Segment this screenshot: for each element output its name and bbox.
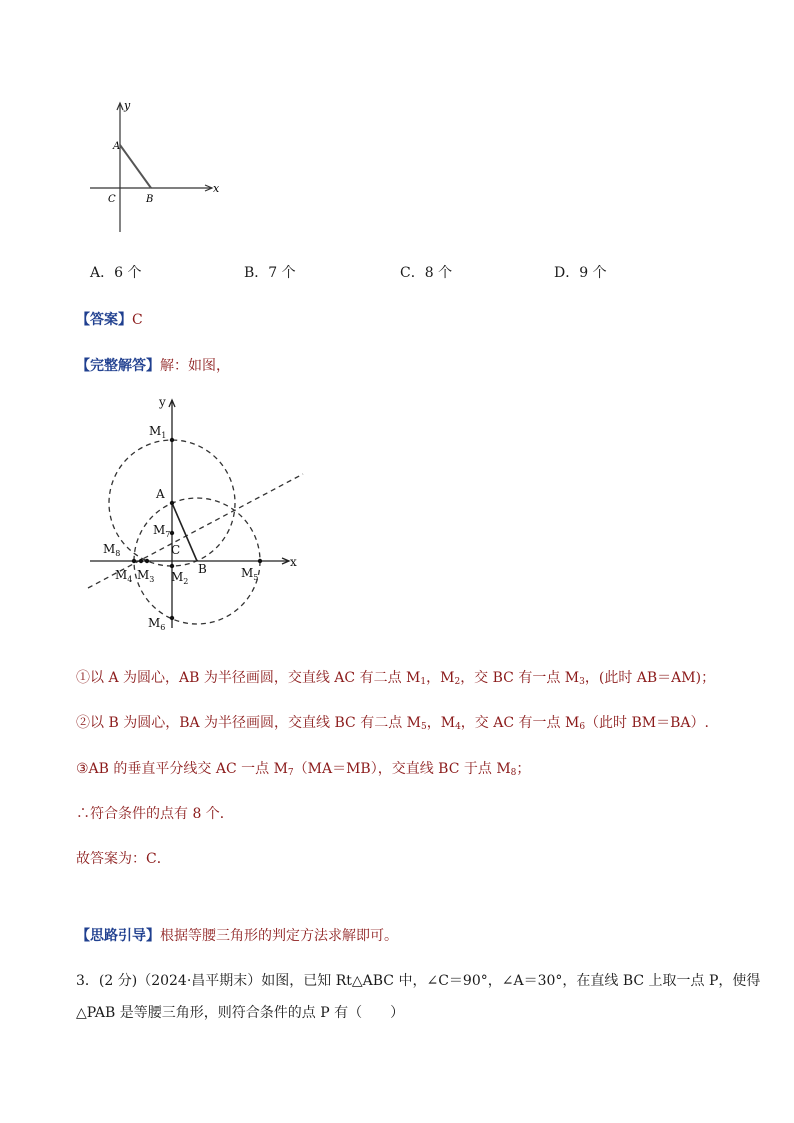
step-3-text-a: ③AB 的垂直平分线交 AC 一点 M xyxy=(76,761,288,777)
step-2-text-d: （此时 BM＝BA）. xyxy=(585,715,709,731)
label-c: C xyxy=(108,194,116,205)
step-2-text-b: ，M xyxy=(426,715,456,731)
step-2-sub-b: 4 xyxy=(455,722,461,732)
label2-m8: M xyxy=(103,542,116,556)
step-1-sub-c: 3 xyxy=(579,677,585,687)
option-b: B．7 个 xyxy=(244,265,296,281)
hint-line xyxy=(76,925,398,945)
svg-text:M7 xyxy=(153,523,170,539)
question-3-line-1: 3．(2 分)（2024·昌平期末）如图，已知 Rt△ABC 中，∠C＝90°，∠A＝30°，在直线 BC 上取一点 P，使得 xyxy=(76,973,761,989)
label2-m1-sub: 1 xyxy=(161,431,167,440)
step-1 xyxy=(76,667,715,687)
step-2-text-c: ，交 AC 有一点 M xyxy=(460,715,580,731)
step-3-text-b: （MA＝MB），交直线 BC 于点 M xyxy=(293,761,511,777)
step-1-sub-b: 2 xyxy=(454,677,461,687)
conclusion: ∴符合条件的点有 8 个． xyxy=(76,806,234,822)
label2-m4-sub: 4 xyxy=(127,575,133,584)
solution-figure xyxy=(85,390,310,640)
label2-c: C xyxy=(171,543,181,557)
label-y: y xyxy=(124,99,131,112)
option-c: C．8 个 xyxy=(400,265,453,281)
label2-m6: M xyxy=(148,616,161,630)
svg-text:M1 xyxy=(149,424,166,440)
label2-m6-sub: 6 xyxy=(160,623,166,632)
step-3-sub-b: 8 xyxy=(510,768,517,778)
point-m8 xyxy=(145,559,149,563)
svg-text:M5 xyxy=(241,566,258,582)
label-a: A xyxy=(113,141,121,152)
point-m6 xyxy=(170,616,174,620)
hint-text: 根据等腰三角形的判定方法求解即可。 xyxy=(160,928,398,944)
point-m3 xyxy=(139,559,143,563)
label2-x: x xyxy=(290,555,297,569)
label2-a: A xyxy=(156,487,165,501)
label2-m1: M xyxy=(149,424,162,438)
answer-line xyxy=(76,309,143,329)
label2-m2-sub: 2 xyxy=(183,577,189,586)
point-m5 xyxy=(258,559,262,563)
label2-y: y xyxy=(159,395,166,409)
label2-m4: M xyxy=(115,568,128,582)
step-3-text-c: ； xyxy=(516,761,531,777)
label2-m7-sub: 7 xyxy=(165,530,171,539)
label2-m2: M xyxy=(171,570,184,584)
step-1-text-a: ①以 A 为圆心，AB 为半径画圆，交直线 AC 有二点 M xyxy=(76,670,421,686)
svg-text:M8 xyxy=(103,542,120,558)
label2-m7: M xyxy=(153,523,166,537)
label2-m5-sub: 5 xyxy=(253,573,259,582)
point-m1 xyxy=(170,438,174,442)
label-b: B xyxy=(146,194,154,205)
segment-ab xyxy=(120,145,151,188)
question-3-line-2: △PAB 是等腰三角形，则符合条件的点 P 有（ ） xyxy=(76,1005,405,1021)
svg-text:M6 xyxy=(148,616,165,632)
label2-m3: M xyxy=(137,568,150,582)
label-x: x xyxy=(213,182,220,195)
step-1-text-d: ，(此时 AB＝AM)； xyxy=(584,670,716,686)
label2-m5: M xyxy=(241,566,254,580)
final-answer: 故答案为：C． xyxy=(76,851,171,867)
svg-text:M2 xyxy=(171,570,188,586)
answer-tag: 【答案】 xyxy=(76,312,132,328)
solution-intro: 解：如图， xyxy=(160,358,230,374)
solution-tag: 【完整解答】 xyxy=(76,358,160,374)
step-2-text-a: ②以 B 为圆心，BA 为半径画圆，交直线 BC 有二点 M xyxy=(76,715,421,731)
point-m4 xyxy=(132,559,136,563)
point-m7 xyxy=(170,531,174,535)
label2-m3-sub: 3 xyxy=(149,575,155,584)
label2-m8-sub: 8 xyxy=(115,549,121,558)
coordinate-figure-1 xyxy=(80,95,230,240)
svg-text:M4 xyxy=(115,568,132,584)
option-a: A．6 个 xyxy=(90,265,142,281)
step-2 xyxy=(76,712,709,732)
step-1-sub-a: 1 xyxy=(420,677,427,687)
step-3-sub-a: 7 xyxy=(287,768,294,778)
option-d: D．9 个 xyxy=(554,265,607,281)
step-1-text-c: ，交 BC 有一点 M xyxy=(460,670,580,686)
answer-value: C xyxy=(132,312,143,328)
step-2-sub-c: 6 xyxy=(579,722,586,732)
svg-text:M3 xyxy=(137,568,154,584)
label2-b: B xyxy=(198,562,207,576)
solution-line xyxy=(76,355,230,375)
hint-tag: 【思路引导】 xyxy=(76,928,160,944)
point-a xyxy=(170,501,174,505)
point-m2 xyxy=(170,564,174,568)
step-1-text-b: ，M xyxy=(426,670,455,686)
step-2-sub-a: 5 xyxy=(420,722,427,732)
step-3 xyxy=(76,758,530,778)
